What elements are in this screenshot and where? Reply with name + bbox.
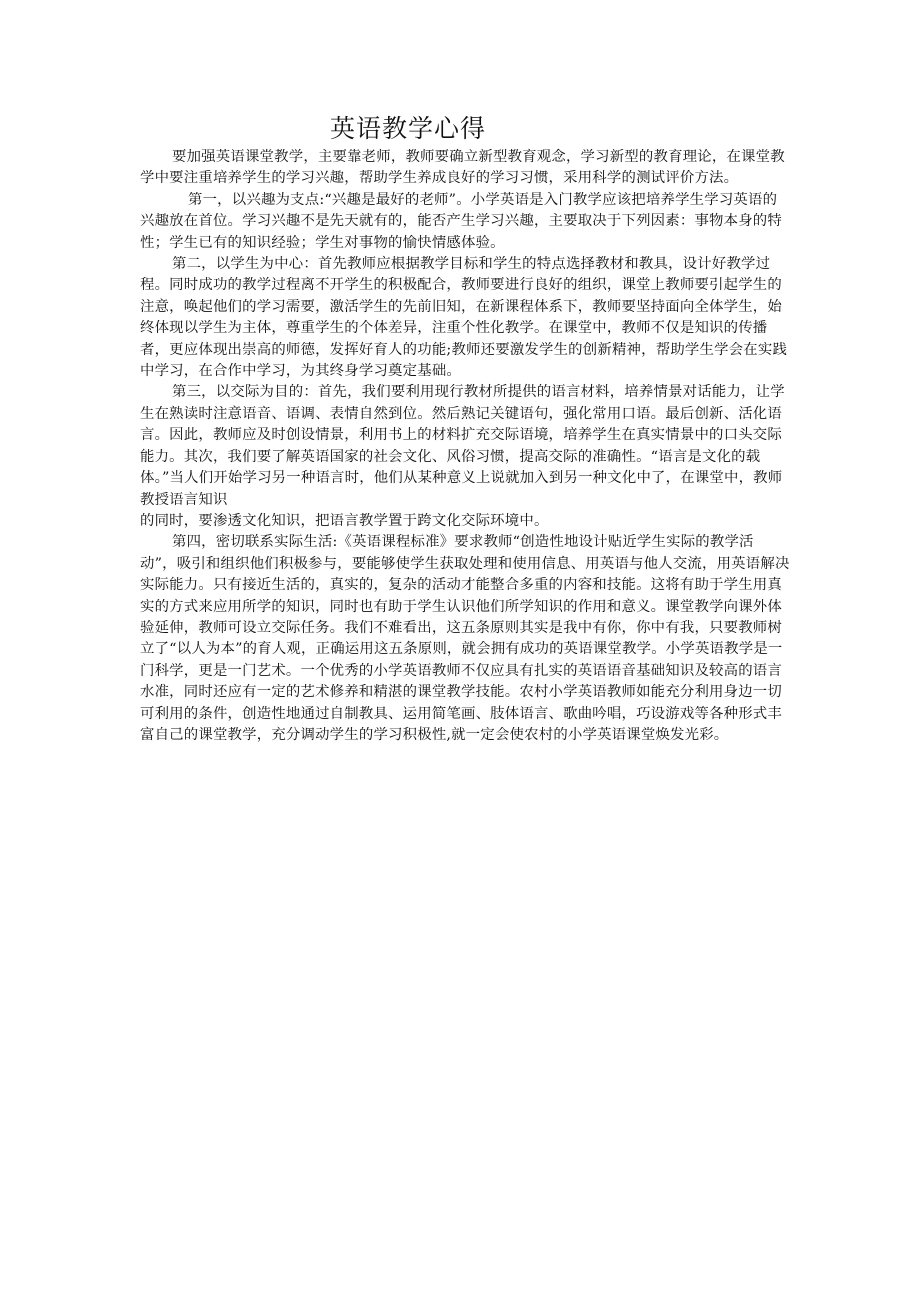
paragraph-intro: 要加强英语课堂教学，主要靠老师，教师要确立新型教育观念，学习新型的教育理论，在课堂教学中要注重培养学生的学习兴趣，帮助学生养成良好的学习习惯，采用科学的测试评价方法。 [140,149,785,187]
paragraph-second-point: 第二，以学生为中心：首先教师应根据教学目标和学生的特点选择教材和教具，设计好教学过程。同时成功的教学过程离不开学生的积极配合，教师要进行良好的组织，课堂上教师要引起学生的注意，唤起他们的学习需要，激活学生的先前旧知，在新课程体系下，教师要坚持面向全体学生，始终体现以学生为主体，尊重学生的个体差异，注重个性化教学。在课堂中，教师不仅是知识的传播者，更应体现出崇高的师德，发挥好育人的功能;教师还要激发学生的创新精神，帮助学生学会在实践中学习，在合作中学习，为其终身学习奠定基础。 [140,256,788,380]
document-title: 英语教学心得 [330,114,487,143]
paragraph-fourth-point: 第四，密切联系实际生活:《英语课程标准》要求教师“创造性地设计贴近学生实际的教学活动”，吸引和组织他们积极参与，要能够使学生获取处理和使用信息、用英语与他人交流，用英语解决实际能力。只有接近生活的，真实的，复杂的活动才能整合多重的内容和技能。这将有助于学生用真实的方式来应用所学的知识，同时也有助于学生认识他们所学知识的作用和意义。课堂教学向课外体验延伸，教师可设立交际任务。我们不难看出，这五条原则其实是我中有你，你中有我，只要教师树立了“以人为本”的育人观，正确运用这五条原则，就会拥有成功的英语课堂教学。小学英语教学是一门科学，更是一门艺术。一个优秀的小学英语教师不仅应具有扎实的英语语音基础知识及较高的语言水准，同时还应有一定的艺术修养和精湛的课堂教学技能。农村小学英语教师如能充分利用身边一切可利用的条件，创造性地通过自制教具、运用简笔画、肢体语言、歌曲吟唱，巧设游戏等各种形式丰富自己的课堂教学，充分调动学生的学习积极性,就一定会使农村的小学英语课堂焕发光彩。 [140,534,790,743]
paragraph-first-point: 第一，以兴趣为支点:“兴趣是最好的老师”。小学英语是入门教学应该把培养学生学习英语的兴趣放在首位。学习兴趣不是先天就有的，能否产生学习兴趣，主要取决于下列因素：事物本身的特性；学生已有的知识经验；学生对事物的愉快情感体验。 [140,191,782,251]
paragraph-third-point-continued: 的同时，要渗透文化知识，把语言教学置于跨文化交际环境中。 [140,512,549,529]
document-body [140,147,790,746]
paragraph-third-point: 第三，以交际为目的：首先，我们要利用现行教材所提供的语言材料，培养情景对话能力，让学生在熟读时注意语音、语调、表情自然到位。然后熟记关键语句，强化常用口语。最后创新、活化语言。因此，教师应及时创设情景，利用书上的材料扩充交际语境，培养学生在真实情景中的口头交际能力。其次，我们要了解英语国家的社会文化、风俗习惯，提高交际的准确性。“语言是文化的载体。”当人们开始学习另一种语言时，他们从某种意义上说就加入到另一种文化中了，在课堂中，教师教授语言知识 [140,384,785,508]
